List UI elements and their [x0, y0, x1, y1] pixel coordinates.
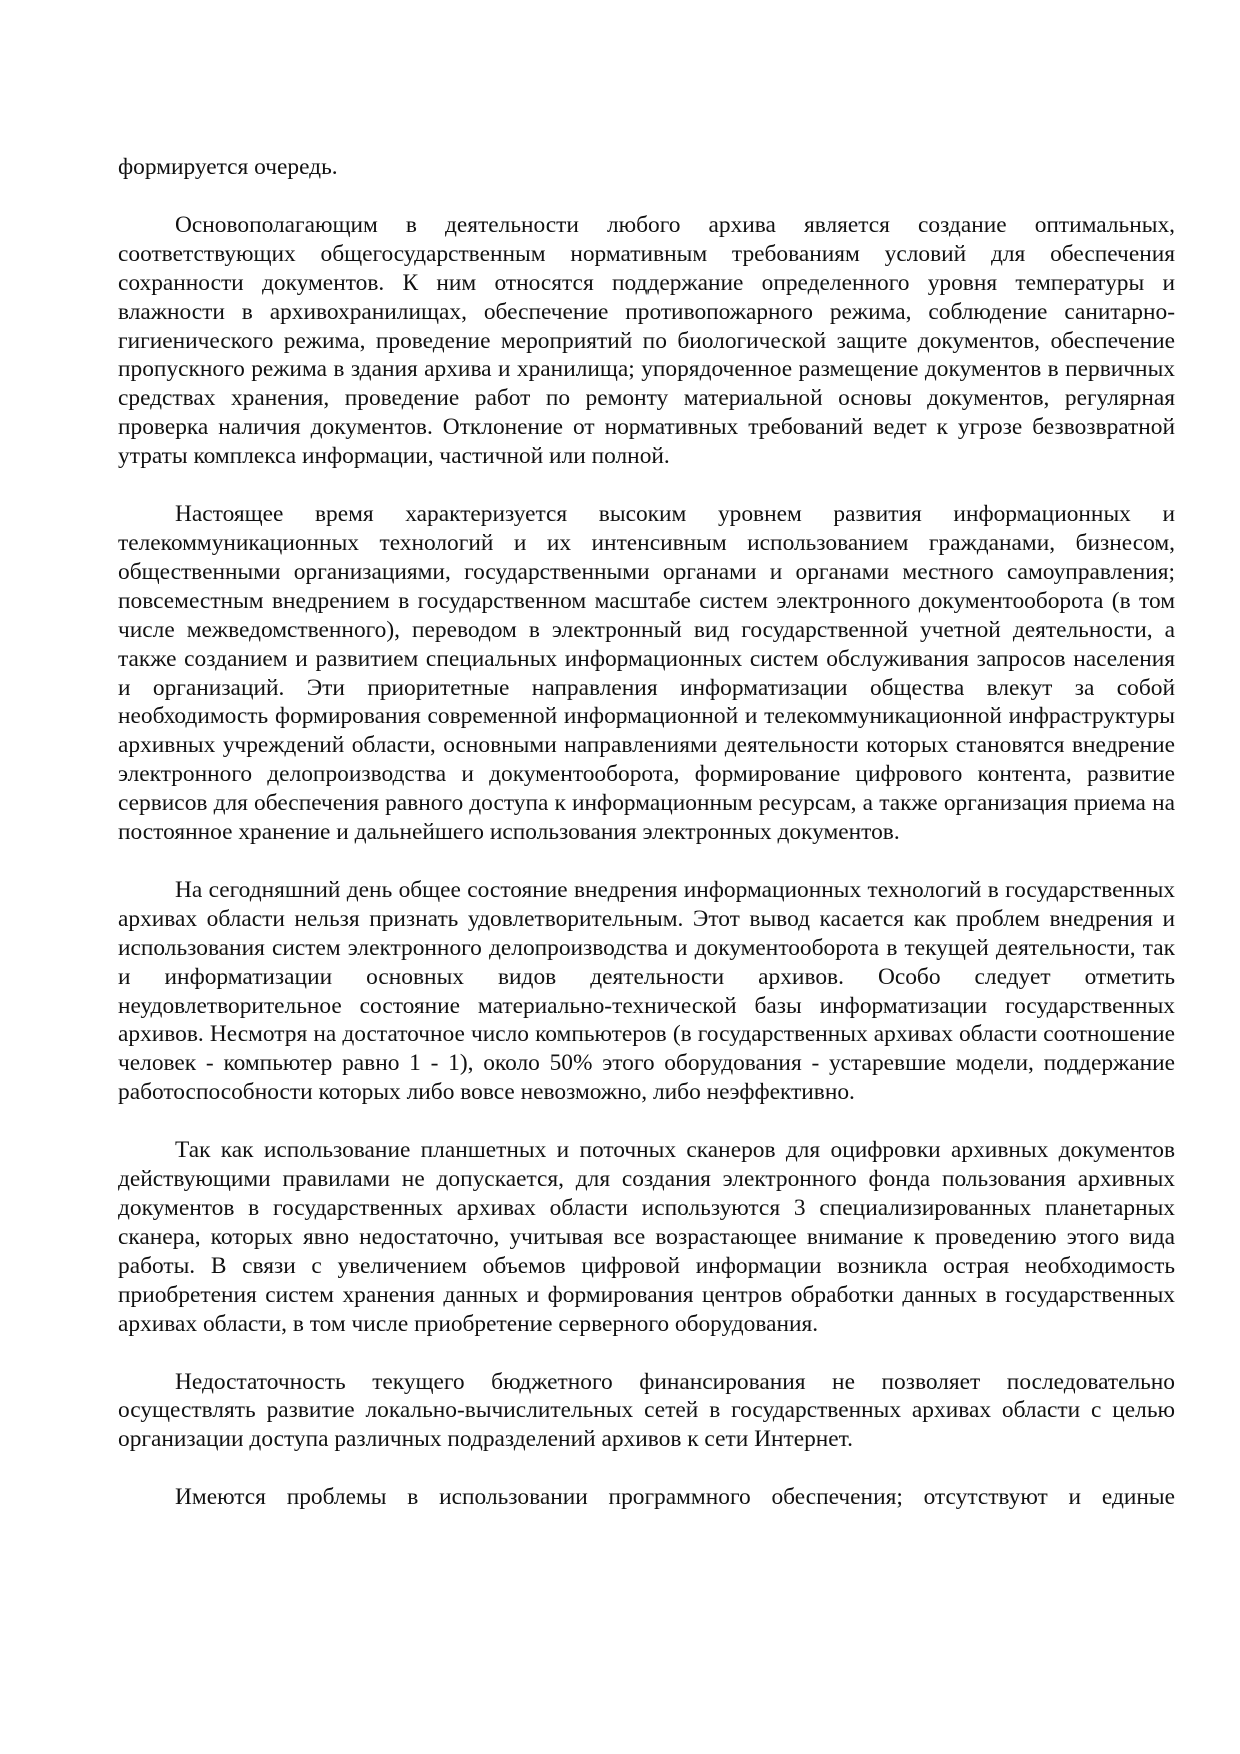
paragraph-software-problems: Имеются проблемы в использовании программного обеспечения; отсутствуют и единые — [175, 1484, 1175, 1511]
paragraph-it-state: На сегодняшний день общее состояние внедрения информационных технологий в государственных архивах области нельзя признать удовлетворительным. Этот вывод касается как проблем внедрения и использования систем электронного делопроизводства и документооборота в текущей деятельности, так и информатизации основных видов деятельности архивов. Особо следует отметить неудовлетворительное состояние материально-технической базы информатизации государственных архивов. Несмотря на достаточное число компьютеров (в государственных архивах области соотношение человек - компьютер равно 1 - 1), около 50% этого оборудования - устаревшие модели, поддержание работоспособности которых либо вовсе невозможно, либо неэффективно. — [118, 876, 1175, 1106]
paragraph-scanners: Так как использование планшетных и поточных сканеров для оцифровки архивных документов действующими правилами не допускается, для создания электронного фонда пользования архивных документов в государственных архивах области используются 3 специализированных планетарных сканера, которых явно недостаточно, учитывая все возрастающее внимание к проведению этого вида работы. В связи с увеличением объемов цифровой информации возникла острая необходимость приобретения систем хранения данных и формирования центров обработки данных в государственных архивах области, в том числе приобретение серверного оборудования. — [118, 1137, 1175, 1337]
paragraph-continuation: формируется очередь. — [118, 154, 338, 180]
paragraph-archive-conditions: Основополагающим в деятельности любого архива является создание оптимальных, соответствующих общегосударственным нормативным требованиям условий для обеспечения сохранности документов. К ним относятся поддержание определенного уровня температуры и влажности в архивохранилищах, обеспечение противопожарного режима, соблюдение санитарно-гигиенического режима, проведение мероприятий по биологической защите документов, обеспечение пропускного режима в здания архива и хранилища; упорядоченное размещение документов в первичных средствах хранения, проведение работ по ремонту материальной основы документов, регулярная проверка наличия документов. Отклонение от нормативных требований ведет к угрозе безвозвратной утраты комплекса информации, частичной или полной. — [118, 211, 1175, 470]
paragraph-funding: Недостаточность текущего бюджетного финансирования не позволяет последовательно осуществлять развитие локально-вычислительных сетей в государственных архивах области с целью организации доступа различных подразделений архивов к сети Интернет. — [118, 1368, 1175, 1453]
paragraph-it-development: Настоящее время характеризуется высоким уровнем развития информационных и телекоммуникационных технологий и их интенсивным использованием гражданами, бизнесом, общественными организациями, государственными органами и органами местного самоуправления; повсеместным внедрением в государственном масштабе систем электронного документооборота (в том числе межведомственного), переводом в электронный вид государственной учетной деятельности, а также созданием и развитием специальных информационных систем обслуживания запросов населения и организаций. Эти приоритетные направления информатизации общества влекут за собой необходимость формирования современной информационной и телекоммуникационной инфраструктуры архивных учреждений области, основными направлениями деятельности которых становятся внедрение электронного делопроизводства и документооборота, формирование цифрового контента, развитие сервисов для обеспечения равного доступа к информационным ресурсам, а также организация приема на постоянное хранение и дальнейшего использования электронных документов. — [118, 501, 1175, 846]
document-body — [118, 153, 1175, 1512]
